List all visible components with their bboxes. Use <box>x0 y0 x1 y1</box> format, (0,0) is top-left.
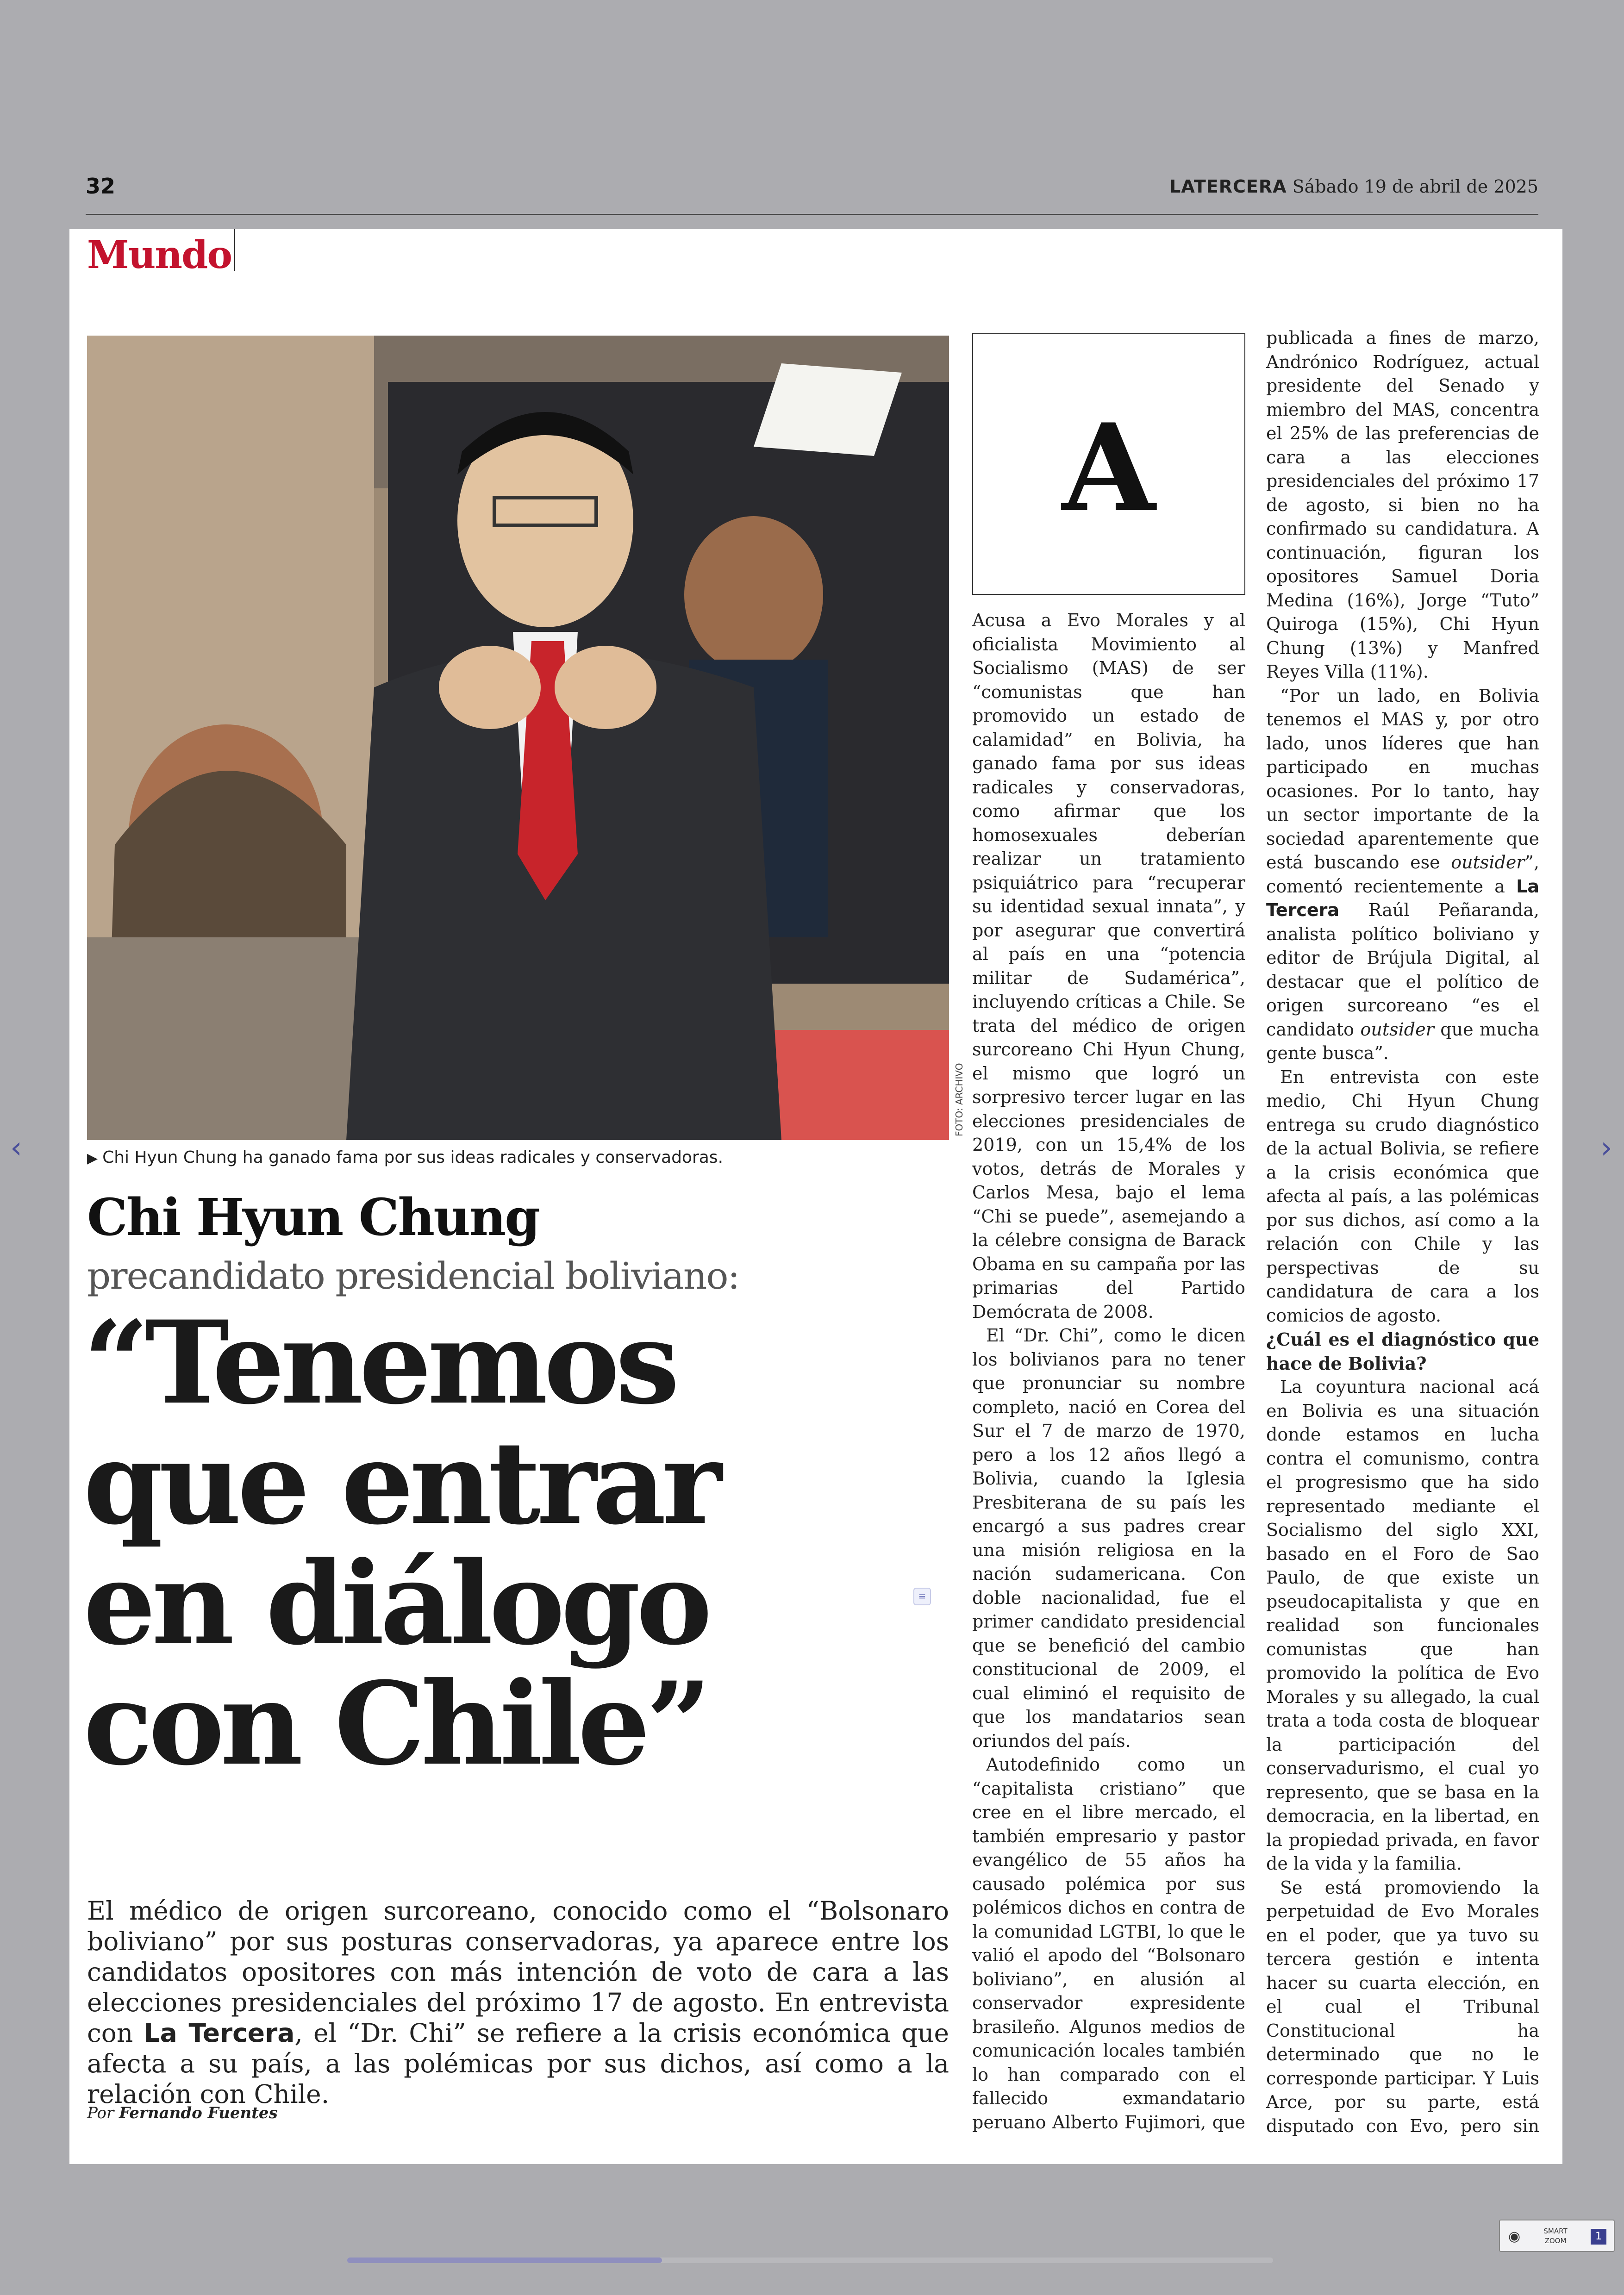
caption-text: Chi Hyun Chung ha ganado fama por sus ideas radicales y conservadoras. <box>102 1148 724 1167</box>
body-paragraph: Autodefinido como un “capitalista cristiano” que cree en el libre mercado, el también empresario y pastor evangélico de 55 años ha causado polémica por sus polémicos dichos en contra de la comunidad LGTBI, lo que le valió el apodo del “Bolsonaro boliviano”, en alusión al conservador expresidente brasileño. Algunos medios de comunicación locales también lo han comparado con el fallecido exmandatario peruano Alberto Fujimori, que <box>972 1754 1245 2133</box>
byline-author: Fernando Fuentes <box>119 2104 278 2122</box>
smart-zoom-count: 1 <box>1591 2229 1606 2245</box>
previous-page-arrow-icon[interactable]: ‹ <box>10 1131 22 1165</box>
photo-caption <box>87 1148 949 1167</box>
dropcap-box <box>972 333 1245 595</box>
interview-question: ¿Cuál es el diagnóstico que hace de Bolivia? <box>1266 1329 1539 1374</box>
body-paragraph: El “Dr. Chi”, como le dicen los bolivianos para no tener que pronunciar su nombre completo, nació en Corea del Sur el 7 de marzo de 1970, pero a los 12 años llegó a Bolivia, cuando la Iglesia Presbiterana de su país les encargó a sus padres crear una misión religiosa en la nación sudamericana. Con doble nacionalidad, fue el primer candidato presidencial que se benefició del cambio constitucional de 2009, el cual eliminó el requisito de que los mandatarios sean oriundos del país. <box>972 1325 1245 1751</box>
headline-line: en diálogo <box>83 1537 708 1671</box>
newspaper-page <box>69 229 1562 2164</box>
body-paragraph: En entrevista con este medio, Chi Hyun Chung entrega su crudo diagnóstico de la actual Bolivia, se refiere a la crisis económica que afecta al país, a las polémicas por sus dichos, así como a la relación con Chile y las perspectivas de su candidatura de cara a los comicios de agosto. <box>1266 1066 1539 1326</box>
reading-progress-bar[interactable] <box>347 2258 1273 2263</box>
section-label <box>87 229 235 277</box>
italic-term: outsider <box>1360 1019 1434 1040</box>
dropcap-letter: A <box>1062 398 1156 539</box>
interviewee-role: precandidato presidencial boliviano: <box>87 1254 739 1297</box>
comment-marker-icon[interactable]: ≡ <box>913 1588 931 1605</box>
headline-line: que entrar <box>83 1416 718 1550</box>
photo-illustration <box>87 336 949 1140</box>
inline-brand: La Tercera <box>1266 876 1539 920</box>
byline: Por Fernando Fuentes <box>87 2104 278 2122</box>
section-name: Mundo <box>87 233 232 277</box>
body-column-1 <box>972 609 1245 2136</box>
masthead-brand: LATERCERA <box>1169 176 1287 197</box>
page-number: 32 <box>86 174 116 199</box>
smart-zoom-label: SMART ZOOM <box>1543 2227 1568 2245</box>
next-page-arrow-icon[interactable]: › <box>1600 1131 1612 1165</box>
page-header <box>86 174 1538 215</box>
headline-line: con Chile” <box>83 1657 707 1791</box>
body-column-2 <box>1266 326 1539 2136</box>
body-paragraph: “Por un lado, en Bolivia tenemos el MAS y, por otro lado, unos líderes que han participado en muchas ocasiones. Por lo tanto, hay un sector importante de la sociedad aparentemente que está buscando ese outsider”, comentó recientemente a La Tercera Raúl Peñaranda, analista político boliviano y editor de Brújula Digital, al destacar que el político de origen surcoreano “es el candidato outsider que mucha gente busca”. <box>1266 685 1539 1063</box>
headline-line: “Tenemos <box>83 1296 676 1430</box>
photo-credit: FOTO: ARCHIVO <box>954 1063 965 1136</box>
article-photo <box>87 336 949 1140</box>
headline <box>83 1296 778 1791</box>
smart-zoom-button[interactable] <box>1499 2220 1615 2252</box>
eye-icon: ◉ <box>1508 2228 1521 2245</box>
body-paragraph: publicada a fines de marzo, Andrónico Rodríguez, actual presidente del Senado y miembro del MAS, concentra el 25% de las preferencias de cara a las elecciones presidenciales del próximo 17 de agosto, si bien no ha confirmado su candidatura. A continuación, figuran los opositores Samuel Doria Medina (16%), Jorge “Tuto” Quiroga (15%), Chi Hyun Chung (13%) y Manfred Reyes Villa (11%). <box>1266 328 1539 682</box>
interview-answer: Se está promoviendo la perpetuidad de Evo Morales en el poder, que ya tuvo su tercera gestión e intenta hacer su cuarta elección, en el cual el Tribunal Constitucional ha determinado que no le corresponde participar. Y Luis Arce, por su parte, está disputado con Evo, pero sin <box>1266 1877 1539 2136</box>
lead-paragraph: El médico de origen surcoreano, conocido como el “Bolsonaro boliviano” por sus posturas conservadoras, ya aparece entre los candidatos opositores con más intención de voto de cara a las elecciones presidenciales del próximo 17 de agosto. En entrevista con La Tercera, el “Dr. Chi” se refiere a la crisis económica que afecta a su país, a las polémicas por sus dichos, así como a la relación con Chile. <box>87 1896 949 2109</box>
lead-brand: La Tercera <box>144 2018 295 2048</box>
italic-term: outsider <box>1451 852 1525 873</box>
issue-date: Sábado 19 de abril de 2025 <box>1292 176 1538 197</box>
masthead <box>1169 176 1538 197</box>
reading-progress-fill <box>347 2258 662 2263</box>
interviewee-name: Chi Hyun Chung <box>87 1187 539 1247</box>
interview-answer: La coyuntura nacional acá en Bolivia es una situación donde estamos en lucha contra el comunismo, contra el progresismo que ha sido representado mediante el Socialismo del siglo XXI, basado en el Foro de Sao Paulo, de que existe un pseudocapitalista y que en realidad son funcionales comunistas que han promovido la política de Evo Morales y su allegado, la cual trata a toda costa de bloquear la participación del conservadurismo, el cual yo represento, que se basa en la democracia, en la libertad, en la propiedad privada, en favor de la vida y la familia. <box>1266 1377 1539 1874</box>
body-paragraph: Acusa a Evo Morales y al oficialista Movimiento al Socialismo (MAS) de ser “comunistas que han promovido un estado de calamidad” en Bolivia, ha ganado fama por sus ideas radicales y conservadoras, como afirmar que los homosexuales deberían realizar un tratamiento psiquiátrico para “recuperar su identidad sexual innata”, y por asegurar que convertirá al país en una “potencia militar de Sudamérica”, incluyendo críticas a Chile. Se trata del médico de origen surcoreano Chi Hyun Chung, el mismo que logró un sorpresivo tercer lugar en las elecciones presidenciales de 2019, con un 15,4% de los votos, detrás de Morales y Carlos Mesa, bajo el lema “Chi se puede”, asemejando a la célebre consigna de Barack Obama en su campaña por las primarias del Partido Demócrata de 2008. <box>972 610 1245 1322</box>
caption-triangle-icon: ▶ <box>87 1150 98 1166</box>
